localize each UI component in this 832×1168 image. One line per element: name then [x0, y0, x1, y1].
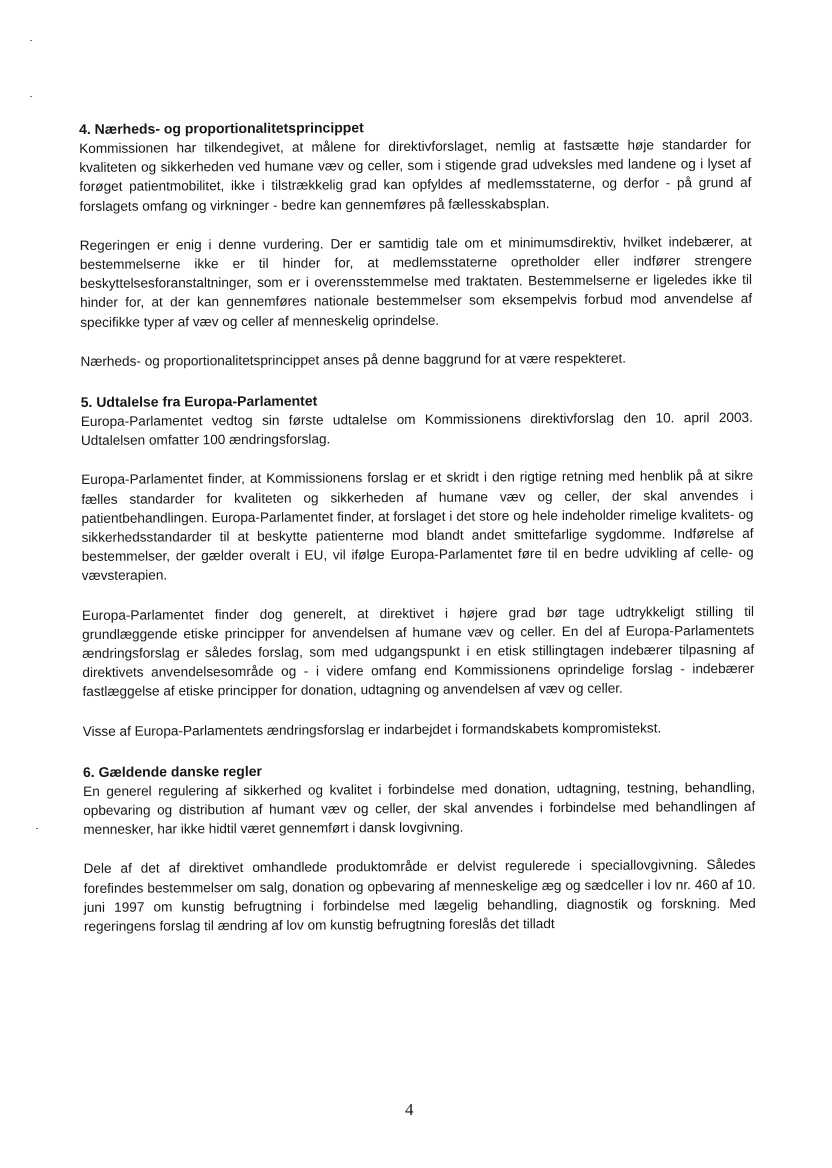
section-heading: 4. Nærheds- og proportionalitetsprincippet — [79, 119, 364, 137]
paragraph: Kommissionen har tilkendegivet, at målene for direktivforslaget, nemlig at fastsætte høje standarder for kvaliteten og sikkerheden ved humane væv og celler, som i stigende grad udveksles med landene og i lyset af forøget patientmobilitet, ikke i tilstrækkelig grad kan opfyldes af medlemsstaterne, og derfor - på grund af forslagets omfang og virkninger - bedre kan gennemføres på fællesskabsplan. — [79, 136, 752, 214]
scan-speck — [36, 828, 38, 829]
document-body — [79, 116, 756, 936]
paragraph: Europa-Parlamentet finder, at Kommissionens forslag er et skridt i den rigtige retning med henblik på at sikre fælles standarder for kvaliteten og sikkerheden af humane væv og celler, der skal anvendes i patientbehandlingen. Europa-Parlamentet finder, at forslaget i det store og hele indeholder rimelige kvalitets- og sikkerhedsstandarder til at beskytte patienterne mod blandt andet smittefarlige sygdomme. Indførelse af bestemmelser, der gælder overalt i EU, vil ifølge Europa-Parlamentet føre til en bedre udvikling af celle- og vævsterapien. — [81, 468, 754, 584]
scan-speck — [30, 40, 32, 41]
scan-speck — [30, 96, 32, 97]
section-heading: 5. Udtalelse fra Europa-Parlamentet — [80, 392, 318, 411]
paragraph: Dele af det af direktivet omhandlede produktområde er delvist regulerede i speciallovgivning. Således forefindes bestemmelser om salg, donation og opbevaring af menneskelige æg og sædceller i lov nr. 460 af 10. juni 1997 om kunstig befrugtning i forbindelse med lægelig behandling, diagnostik og forskning. Med regeringens forslag til ændring af lov om kunstig befrugtning foreslås det tilladt — [83, 857, 756, 935]
paragraph: Europa-Parlamentet vedtog sin første udtalelse om Kommissionens direktivforslag den 10. april 2003. Udtalelsen omfatter 100 ændringsforslag. — [80, 409, 753, 449]
section-4 — [79, 116, 753, 371]
section-5 — [81, 389, 755, 741]
section-heading: 6. Gældende danske regler — [82, 762, 262, 780]
paragraph: Nærheds- og proportionalitetsprincippet anses på denne baggrund for at være respekteret. — [80, 350, 627, 369]
paragraph: Regeringen er enig i denne vurdering. Der er samtidig tale om et minimumsdirektiv, hvilket indebærer, at bestemmelserne ikke er til hinder for, at medlemsstaterne opretholder eller indfører strengere beskyttelsesforanstaltninger, som er i overensstemmelse med traktaten. Bestemmelserne er ligeledes ikke til hinder for, at der kan gennemføres nationale bestemmelser som eksempelvis forbud mod anvendelse af specifikke typer af væv og celler af menneskelig oprindelse. — [79, 233, 753, 330]
paragraph: En generel regulering af sikkerhed og kvalitet i forbindelse med donation, udtagning, testning, behandling, opbevaring og distribution af humant væv og celler, der skal anvendes i forbindelse med behandlingen af mennesker, har ikke hidtil været gennemført i dansk lovgivning. — [83, 779, 756, 838]
page-number: 4 — [405, 1100, 414, 1119]
paragraph: Europa-Parlamentet finder dog generelt, at direktivet i højere grad bør tage udtrykkeligt stilling til grundlæggende etiske principper for anvendelsen af humane væv og celler. En del af Europa-Parlamentets ændringsforslag er således forslag, som med udgangspunkt i en etisk stillingtagen indebærer tilpasning af direktivets anvendelsesområde og - i videre omfang end Kommissionens oprindelige forslag - indebærer fastlæggelse af etiske principper for donation, udtagning og anvendelsen af væv og celler. — [81, 603, 755, 700]
section-6 — [83, 759, 756, 937]
paragraph: Visse af Europa-Parlamentets ændringsforslag er indarbejdet i formandskabets kompromistekst. — [82, 720, 662, 739]
